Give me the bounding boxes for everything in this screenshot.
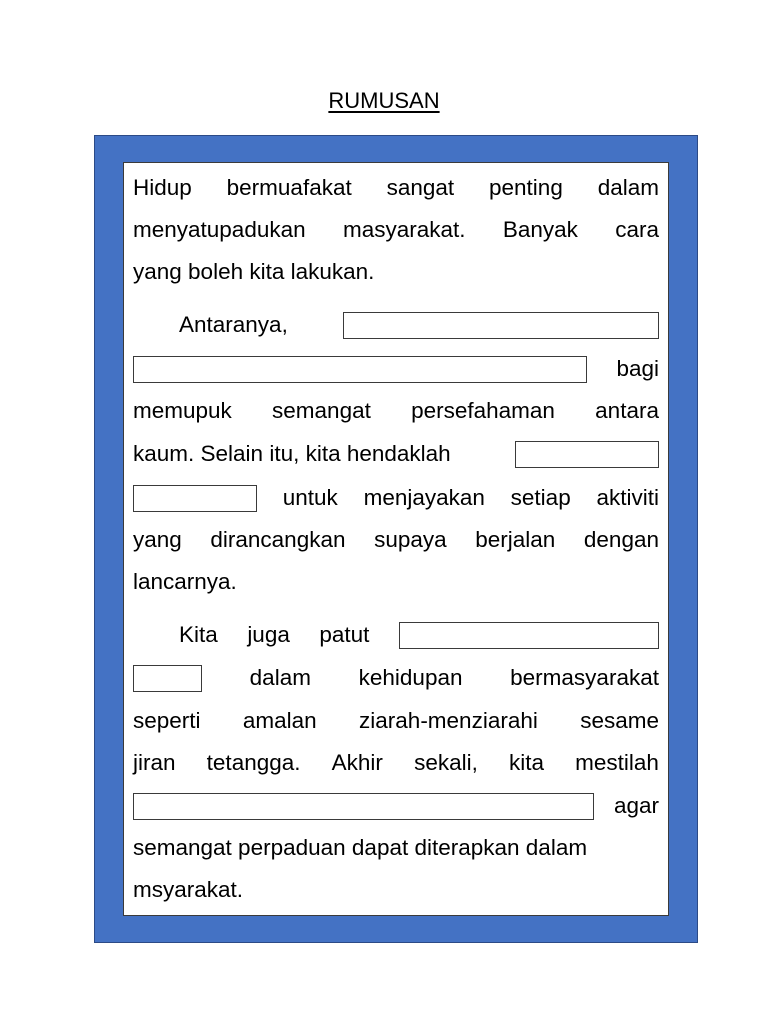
answer-blank-6[interactable] xyxy=(133,665,202,692)
answer-blank-3[interactable] xyxy=(515,441,659,468)
word: Akhir xyxy=(331,750,383,775)
word: aktiviti xyxy=(596,485,659,510)
sentence: kaum. Selain itu, kita hendaklah xyxy=(133,441,451,466)
answer-blank-4[interactable] xyxy=(133,485,257,512)
word: bermasyarakat xyxy=(510,665,659,690)
text-line xyxy=(133,791,659,821)
word: kehidupan xyxy=(358,665,463,690)
word: menyatupadukan xyxy=(133,217,306,242)
text-line xyxy=(133,354,659,384)
word: untuk xyxy=(282,485,338,510)
word: semangat xyxy=(272,398,371,423)
text-line xyxy=(133,567,659,597)
word: bermuafakat xyxy=(226,175,352,200)
word: antara xyxy=(595,398,659,423)
word: Antaranya, xyxy=(179,312,288,337)
word: dalam xyxy=(249,665,311,690)
word: dalam xyxy=(597,175,659,200)
sentence: yang boleh kita lakukan. xyxy=(133,259,375,284)
word: sesame xyxy=(580,708,659,733)
text-line xyxy=(133,257,659,287)
word: cara xyxy=(615,217,659,242)
text-line xyxy=(133,396,659,426)
word: dirancangkan xyxy=(210,527,346,552)
word: masyarakat. xyxy=(342,217,466,242)
text-line xyxy=(133,833,659,863)
word: sekali, xyxy=(414,750,478,775)
word: Hidup xyxy=(133,175,192,200)
word: berjalan xyxy=(475,527,556,552)
word: penting xyxy=(489,175,563,200)
text-line xyxy=(133,663,659,693)
text-line xyxy=(133,748,659,778)
text-line xyxy=(133,620,659,650)
word: lancarnya. xyxy=(133,569,237,594)
word: agar xyxy=(613,793,659,818)
word: tetangga. xyxy=(206,750,301,775)
text-line xyxy=(133,215,659,245)
word: Banyak xyxy=(502,217,578,242)
text-line xyxy=(133,706,659,736)
text-line xyxy=(133,310,659,340)
word: patut xyxy=(319,622,370,647)
word: supaya xyxy=(374,527,447,552)
word: dengan xyxy=(583,527,659,552)
word: kita xyxy=(508,750,544,775)
text-line xyxy=(133,439,659,469)
text-line xyxy=(133,173,659,203)
word: menjayakan xyxy=(363,485,485,510)
word: seperti xyxy=(133,708,201,733)
word: jiran xyxy=(133,750,176,775)
word: juga xyxy=(247,622,290,647)
word: bagi xyxy=(616,356,659,381)
answer-blank-2[interactable] xyxy=(133,356,587,383)
text-line xyxy=(133,483,659,513)
word: msyarakat. xyxy=(133,877,244,902)
answer-blank-1[interactable] xyxy=(343,312,659,339)
text-line xyxy=(133,875,659,905)
sentence: semangat perpaduan dapat diterapkan dalam xyxy=(133,835,588,860)
text-line xyxy=(133,525,659,555)
word: setiap xyxy=(510,485,571,510)
word: amalan xyxy=(242,708,317,733)
answer-blank-5[interactable] xyxy=(399,622,659,649)
word: sangat xyxy=(386,175,455,200)
word: yang xyxy=(133,527,182,552)
word: persefahaman xyxy=(411,398,555,423)
page-title: RUMUSAN xyxy=(328,88,440,113)
word: mestilah xyxy=(575,750,659,775)
word: Kita xyxy=(179,622,218,647)
word: memupuk xyxy=(133,398,232,423)
answer-blank-7[interactable] xyxy=(133,793,594,820)
word: ziarah-menziarahi xyxy=(359,708,538,733)
